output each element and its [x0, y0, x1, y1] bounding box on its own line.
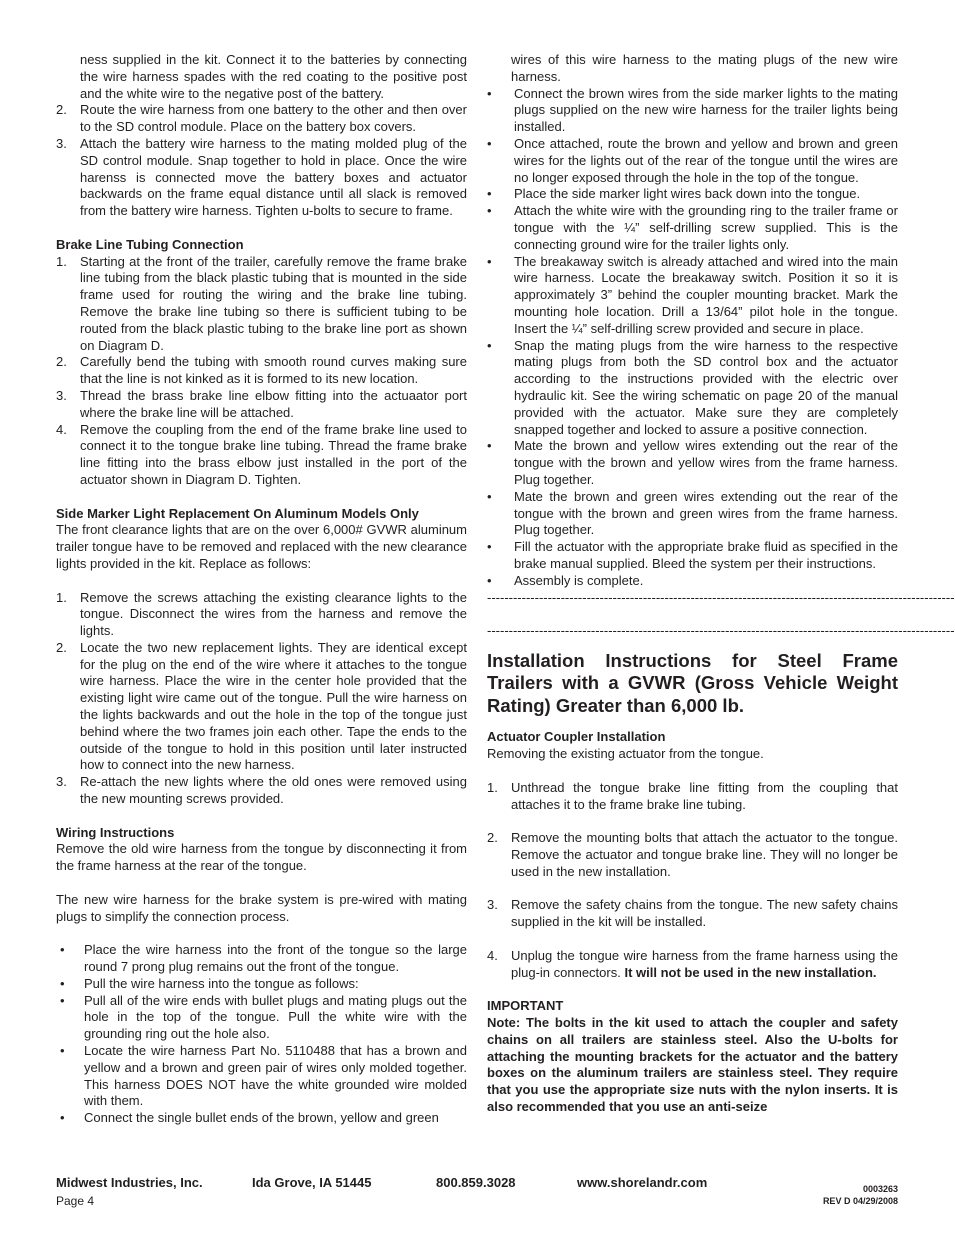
text: Unthread the tongue brake line fitting from the coupling that attaches it to the frame brake line tubing.: [511, 779, 898, 812]
text: Locate the two new replacement lights. They are identical except for the plug on the end of the wire where it attaches to the tongue wire harness. Place the wire in the center hole provided that the existing light wire came out of the tongue. Pull the wire harness on the lights backwards and out the hole in the top of the tongue just behind where the two frames join each other. Tape the ends to the outside of the tongue to hold in this position until later instructed how to connect into the new harness.: [80, 639, 467, 773]
bullet-item: [487, 338, 898, 439]
item-number: 4.: [56, 421, 67, 437]
bullet-item: [487, 136, 898, 186]
text: ------------------------------------------------------------------------------------------------------------: [487, 623, 955, 639]
footer-website: www.shorelandr.com: [577, 1175, 708, 1190]
footer-company: Midwest Industries, Inc.: [56, 1175, 203, 1190]
text: Place the wire harness into the front of the tongue so the large round 7 prong plug remains out the front of the tongue.: [84, 942, 467, 975]
bullet-icon: •: [487, 438, 492, 454]
text: Once attached, route the brown and yellow and brown and green wires for the lights out of the rear of the tongue until the wires are no longer exposed through the hole in the top of the tongue.: [514, 135, 898, 185]
text: ness supplied in the kit. Connect it to the batteries by connecting the wire harness spades with the red coating to the positive post and the white wire to the negative post of the battery.: [80, 52, 467, 101]
numbered-item: [487, 830, 898, 880]
text: Pull all of the wire ends with bullet plugs and mating plugs out the hole in the top of the tongue. Pull the white wire with the grounding ring out the hole also.: [84, 992, 467, 1042]
numbered-item: [56, 354, 467, 388]
numbered-item: [56, 388, 467, 422]
dashed-separator: [487, 589, 955, 607]
bullet-item: [56, 942, 467, 976]
item-number: 2.: [487, 830, 498, 846]
item-number: 1.: [487, 779, 498, 795]
text: Locate the wire harness Part No. 5110488 that has a brown and yellow and a brown and green pair of wires only molded together. This harness DOES NOT have the white grounded wire molded with them.: [84, 1043, 467, 1109]
section-heading: [487, 729, 898, 746]
item-number: 2.: [56, 354, 67, 370]
paragraph-continuation: [487, 52, 898, 86]
note-paragraph: [487, 1015, 898, 1116]
bold-text: It will not be used in the new installation.: [624, 964, 877, 980]
numbered-item: [56, 254, 467, 355]
section-heading: [56, 237, 467, 254]
main-heading: [487, 650, 898, 718]
text: Remove the safety chains from the tongue. The new safety chains supplied in the kit will be installed.: [511, 897, 898, 930]
text: Remove the mounting bolts that attach the actuator to the tongue. Remove the actuator and tongue brake line. They will no longer be used in the new installation.: [511, 830, 898, 879]
text: Side Marker Light Replacement On Aluminum Models Only: [56, 505, 419, 521]
bullet-item: [487, 203, 898, 253]
paragraph: [56, 892, 467, 926]
bullet-item: [56, 1110, 467, 1127]
text: Snap the mating plugs from the wire harness to the respective mating plugs from both the SD control box and the actuator according to the instructions provided with the electric over hydraulic kit. See the wiring schematic on page 20 of the manual provided with the actuator. Make sure they are completely snapped together and locked to assure a positive connection.: [514, 337, 898, 437]
text: wires of this wire harness to the mating plugs of the new wire harness.: [511, 52, 898, 84]
numbered-item: [487, 780, 898, 814]
bullet-icon: •: [487, 539, 492, 555]
text: Brake Line Tubing Connection: [56, 236, 244, 252]
numbered-item: [487, 897, 898, 931]
bullet-icon: •: [60, 942, 65, 958]
text: Assembly is complete.: [514, 572, 644, 588]
text: The front clearance lights that are on the over 6,000# GVWR aluminum trailer tongue have to be removed and replaced with the new clearance lights provided in the kit. Replace as follows:: [56, 522, 467, 571]
text: Route the wire harness from one battery to the other and then over to the SD control module. Place on the battery box covers.: [80, 102, 467, 135]
item-number: 2.: [56, 102, 67, 118]
paragraph: [487, 746, 898, 763]
numbered-item: [56, 774, 467, 808]
text: Thread the brass brake line elbow fitting into the actuaator port where the brake line will be attached.: [80, 387, 467, 420]
text: Unplug the tongue wire harness from the frame harness using the plug-in connectors.: [511, 947, 898, 980]
bullet-item: [56, 1043, 467, 1110]
item-number: 2.: [56, 639, 67, 655]
text: The breakaway switch is already attached and wired into the main wire harness. Locate the breakaway switch. Position it so it is approximately 3” behind the coupler mounting bracket. Mark the mounting hole location. Drill a 13/64” pilot hole in the tongue. Insert the ¼” self-drilling screw provided and secure in place.: [514, 253, 898, 336]
paragraph-continuation: [56, 52, 467, 102]
bullet-item: [487, 539, 898, 573]
item-number: 3.: [487, 897, 498, 913]
paragraph: [56, 841, 467, 875]
bullet-item: [487, 186, 898, 203]
text: Attach the battery wire harness to the mating molded plug of the SD control module. Snap together to hold in place. Once the wire harenss is connected move the battery boxes and actuator backwards on the frame equal distance until all slack is removed from the battery wire harness. Tighten u-bolts to secure to frame.: [80, 135, 467, 219]
text: Pull the wire harness into the tongue as follows:: [84, 975, 359, 991]
bullet-icon: •: [60, 1043, 65, 1059]
bullet-item: [487, 254, 898, 338]
section-heading: [487, 998, 898, 1015]
bullet-icon: •: [487, 337, 492, 353]
text: Removing the existing actuator from the tongue.: [487, 746, 764, 762]
page-number: Page 4: [56, 1194, 95, 1208]
bullet-item: [56, 976, 467, 993]
bullet-icon: •: [60, 992, 65, 1008]
left-column: [56, 52, 467, 1127]
bullet-icon: •: [487, 85, 492, 101]
bullet-item: [487, 573, 898, 590]
text: Re-attach the new lights where the old ones were removed using the new mounting screws provided.: [80, 774, 467, 807]
section-heading: [56, 506, 467, 523]
text: Note: The bolts in the kit used to attach the coupler and safety chains on all trailers are stainless steel. Also the U-bolts for attaching the mounting brackets for the actuator and the battery boxes on the aluminum trailers are stainless steel. They require that you use the appropriate size nuts with the nylon inserts. It is also recommended that you use an anti-seize: [487, 1014, 898, 1114]
item-number: 3.: [56, 387, 67, 403]
text: ------------------------------------------------------------------------------------------------------------: [487, 589, 955, 605]
text: Remove the screws attaching the existing clearance lights to the tongue. Disconnect the wires from the harness and remove the lights.: [80, 589, 467, 639]
numbered-item: [56, 590, 467, 640]
text: Place the side marker light wires back down into the tongue.: [514, 186, 861, 202]
bullet-icon: •: [487, 186, 492, 202]
bullet-item: [56, 993, 467, 1043]
text: Actuator Coupler Installation: [487, 729, 666, 745]
item-number: 3.: [56, 135, 67, 151]
bullet-icon: •: [487, 488, 492, 504]
text: Mate the brown and yellow wires extending out the rear of the tongue with the brown and yellow wires from the frame harness. Plug together.: [514, 438, 898, 487]
bullet-icon: •: [487, 203, 492, 219]
text: Starting at the front of the trailer, carefully remove the frame brake line tubing from the black plastic tubing that is mounted in the side frame used for routing the wiring and the brake line tubing. Remove the brake line tubing so there is sufficient tubing to be routed from the black plastic tubing to the brake line port as shown on Diagram D.: [80, 253, 467, 353]
item-number: 4.: [487, 947, 498, 963]
text: Attach the white wire with the grounding ring to the trailer frame or tongue with the ¼” self-drilling screw supplied. This is the connecting ground wire for the trailer lights only.: [514, 203, 898, 252]
text: Remove the coupling from the end of the frame brake line used to connect it to the tongue brake line tubing. Thread the frame brake line fitting into the brass elbow just installed in the port of the actuator shown in Diagram D. Tighten.: [80, 421, 467, 487]
text: Installation Instructions for Steel Frame Trailers with a GVWR (Gross Vehicle Weight Rating) Greater than 6,000 lb.: [487, 649, 898, 716]
numbered-item: [56, 136, 467, 220]
dashed-separator: [487, 623, 955, 640]
right-column: [487, 52, 955, 1116]
text: Connect the single bullet ends of the brown, yellow and green: [84, 1110, 439, 1126]
text: Fill the actuator with the appropriate brake fluid as specified in the brake manual supplied. Bleed the system per their instructions.: [514, 539, 898, 571]
revision-date: REV D 04/29/2008: [822, 1196, 898, 1206]
document-number: 0003263: [862, 1184, 898, 1194]
numbered-item: [487, 948, 898, 982]
numbered-item: [56, 102, 467, 136]
numbered-item: [56, 422, 467, 489]
numbered-item: [56, 640, 467, 774]
bullet-icon: •: [60, 975, 65, 991]
text: Connect the brown wires from the side marker lights to the mating plugs supplied on the new wire harness for the trailer lights being installed.: [514, 85, 898, 135]
text: Remove the old wire harness from the tongue by disconnecting it from the frame harness at the rear of the tongue.: [56, 841, 467, 874]
bullet-icon: •: [487, 253, 492, 269]
item-number: 3.: [56, 774, 67, 790]
text: The new wire harness for the brake system is pre-wired with mating plugs to simplify the connection process.: [56, 891, 467, 924]
bullet-icon: •: [487, 135, 492, 151]
bullet-item: [487, 86, 898, 136]
bullet-item: [487, 438, 898, 488]
section-heading: [56, 825, 467, 842]
footer-city: Ida Grove, IA 51445: [252, 1175, 372, 1190]
text: Wiring Instructions: [56, 824, 175, 840]
bullet-icon: •: [60, 1110, 65, 1126]
bullet-item: [487, 489, 898, 539]
bullet-icon: •: [487, 572, 492, 588]
paragraph: [56, 522, 467, 572]
text: Carefully bend the tubing with smooth round curves making sure that the line is not kinked as it is formed to its new location.: [80, 354, 467, 387]
text: Mate the brown and green wires extending out the rear of the tongue with the brown and green wires from the frame harness. Plug together.: [514, 488, 898, 538]
item-number: 1.: [56, 589, 67, 605]
footer-phone: 800.859.3028: [436, 1175, 516, 1190]
text: IMPORTANT: [487, 998, 564, 1014]
item-number: 1.: [56, 253, 67, 269]
